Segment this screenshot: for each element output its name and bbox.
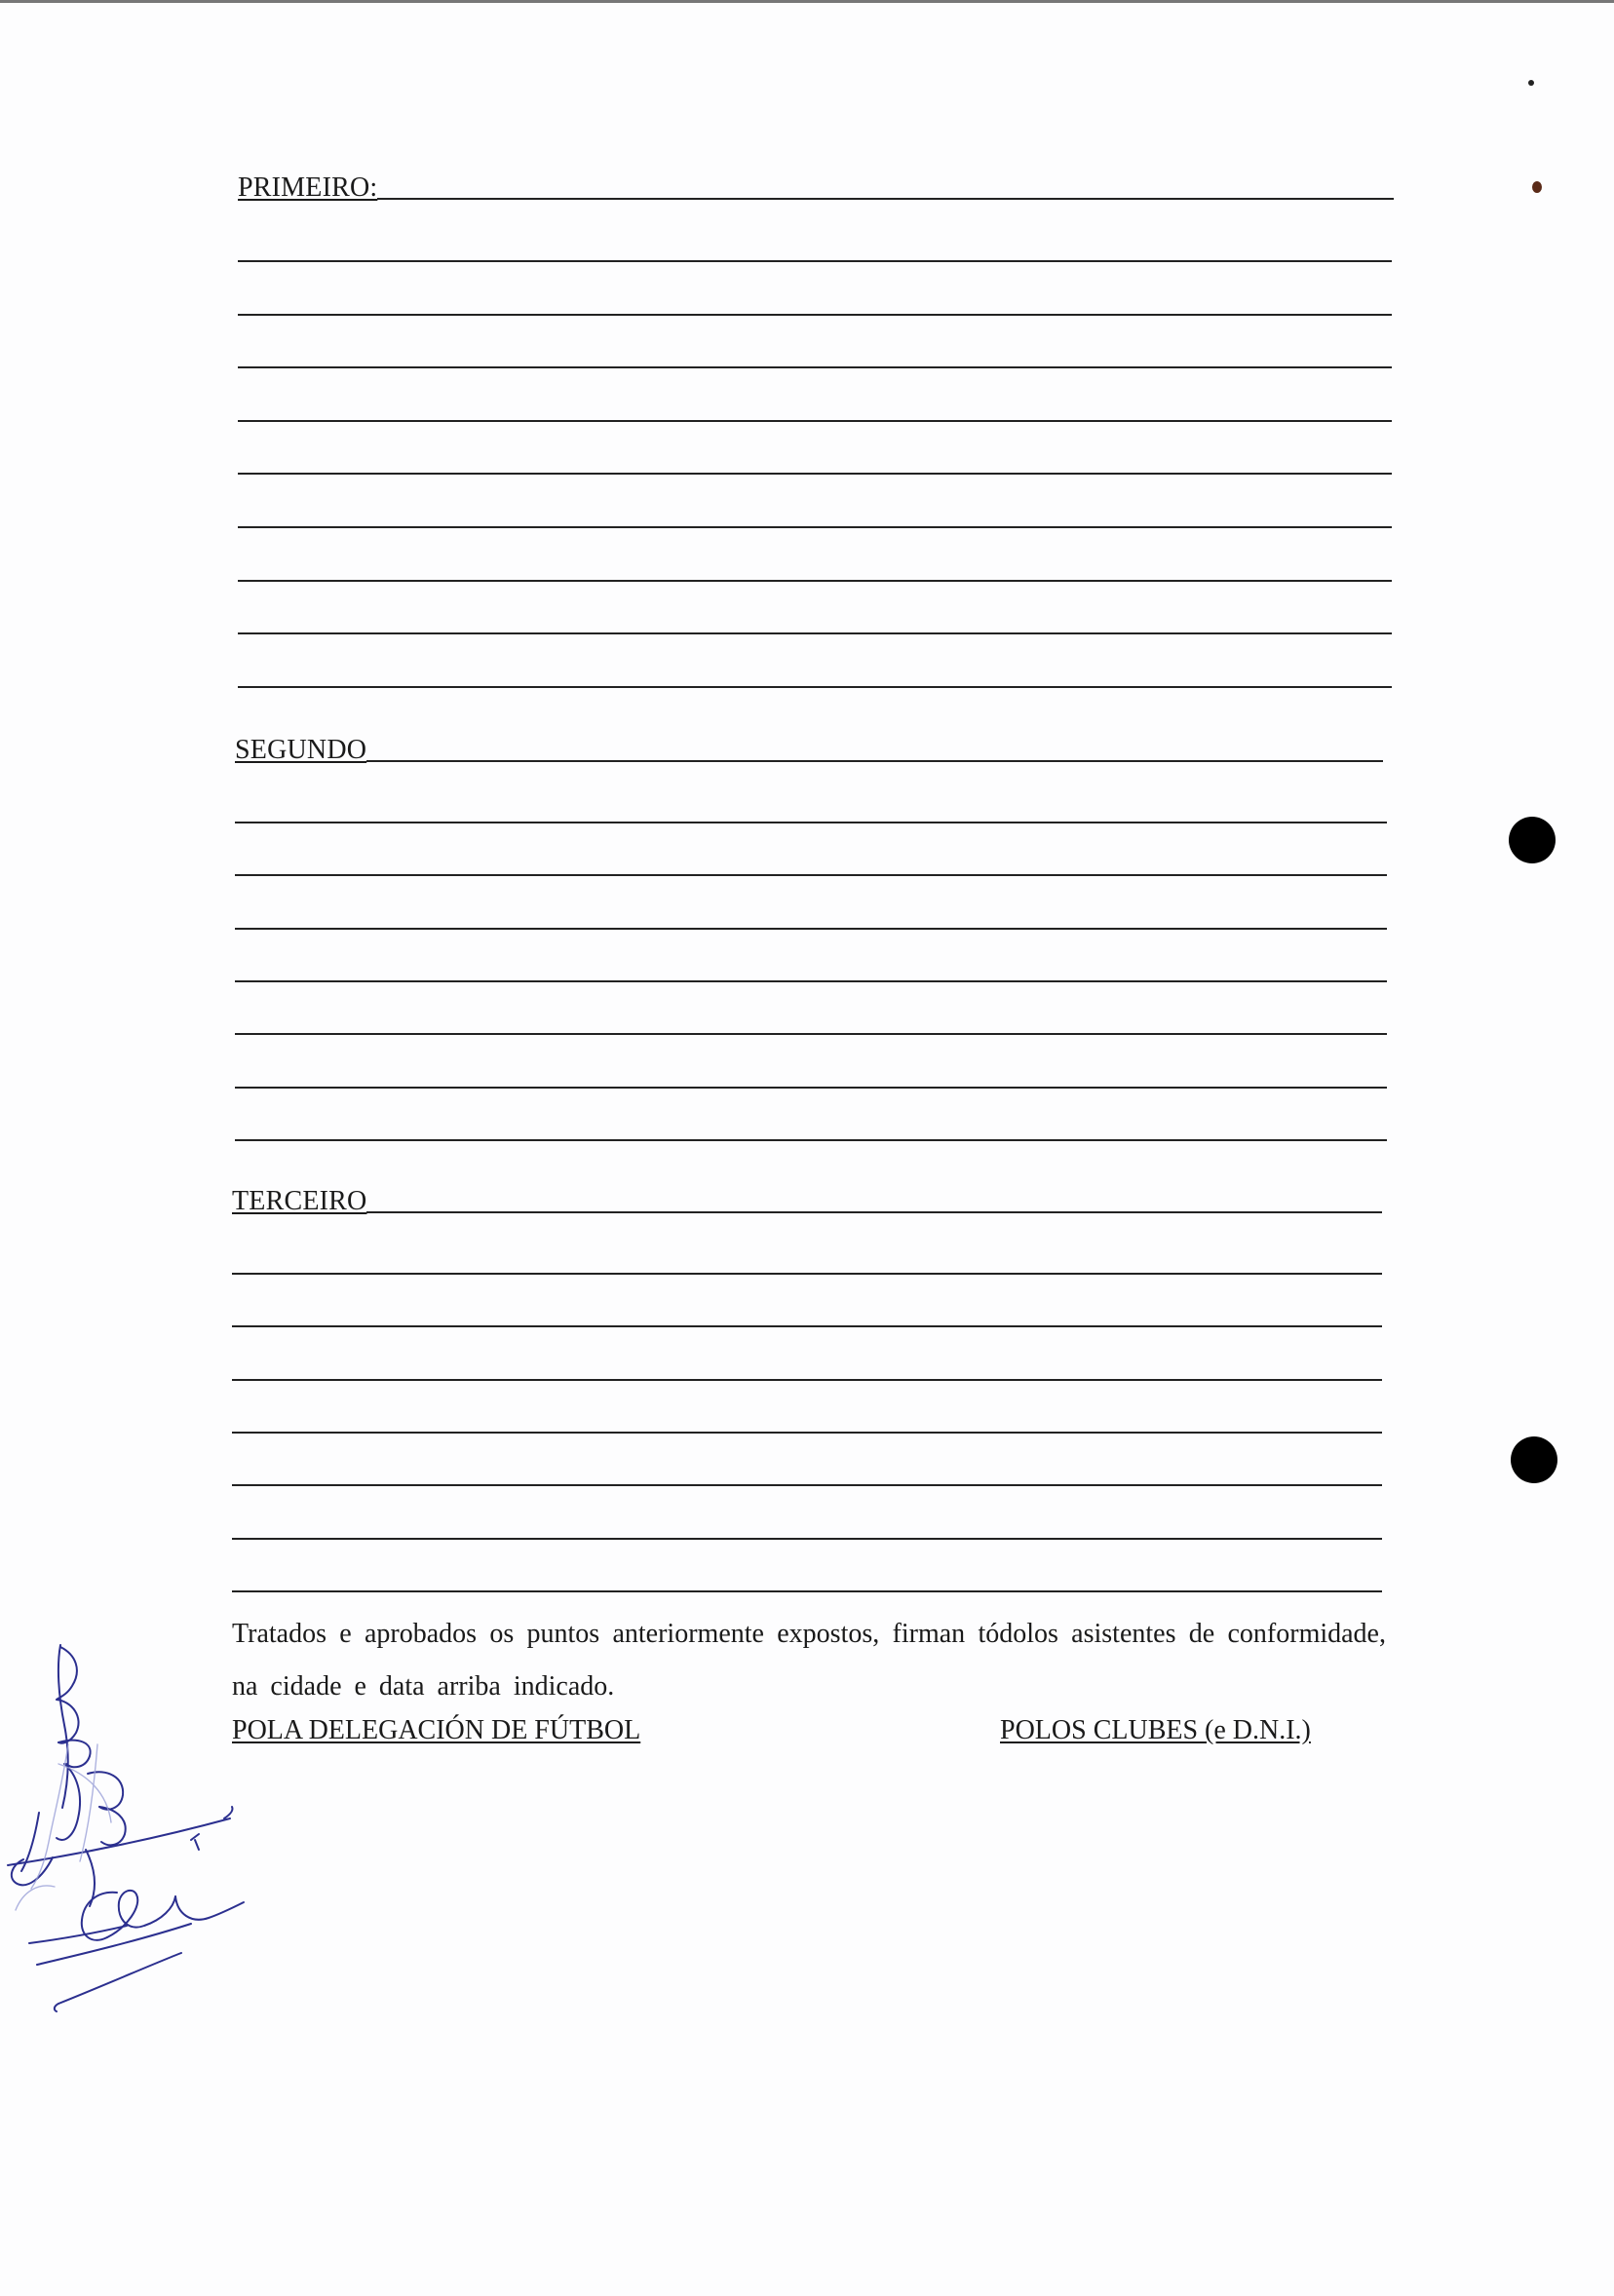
writing-line[interactable] (232, 1590, 1382, 1592)
writing-line[interactable] (235, 1033, 1387, 1035)
clubs-signature-label: POLOS CLUBES (e D.N.I.) (1000, 1715, 1311, 1745)
writing-line[interactable] (235, 1087, 1387, 1089)
handwritten-signature-icon (0, 1627, 253, 2076)
fill-line[interactable] (366, 1211, 1382, 1213)
writing-line[interactable] (238, 686, 1392, 688)
writing-line[interactable] (238, 580, 1392, 582)
paper-speck (1528, 80, 1534, 86)
writing-line[interactable] (235, 822, 1387, 823)
writing-line[interactable] (238, 260, 1392, 262)
page-top-edge (0, 0, 1614, 3)
writing-line[interactable] (235, 980, 1387, 982)
section-heading-label: TERCEIRO (232, 1186, 367, 1216)
punch-hole (1511, 1436, 1557, 1483)
writing-line[interactable] (238, 526, 1392, 528)
writing-line[interactable] (232, 1379, 1382, 1381)
fill-line[interactable] (377, 198, 1394, 200)
fill-line[interactable] (366, 760, 1383, 762)
writing-line[interactable] (238, 420, 1392, 422)
section-heading-label: SEGUNDO (235, 735, 367, 765)
writing-line[interactable] (235, 874, 1387, 876)
writing-line[interactable] (235, 1139, 1387, 1141)
closing-paragraph (232, 1608, 1386, 1713)
writing-line[interactable] (232, 1484, 1382, 1486)
paper-speck (1532, 181, 1542, 193)
writing-line[interactable] (232, 1432, 1382, 1434)
writing-line[interactable] (238, 473, 1392, 475)
writing-line[interactable] (238, 314, 1392, 316)
writing-line[interactable] (235, 928, 1387, 930)
section-terceiro-heading (232, 1187, 1382, 1216)
delegation-signature-label: POLA DELEGACIÓN DE FÚTBOL (232, 1715, 641, 1745)
writing-line[interactable] (238, 632, 1392, 634)
writing-line[interactable] (238, 366, 1392, 368)
writing-line[interactable] (232, 1325, 1382, 1327)
writing-line[interactable] (232, 1538, 1382, 1540)
punch-hole (1509, 817, 1556, 863)
section-segundo-heading (235, 736, 1383, 765)
section-primeiro-heading (238, 173, 1394, 203)
closing-text: Tratados e aprobados os puntos anteriormente expostos, firman tódolos asistentes de conformidade, na cidade e data arriba indicado. (232, 1619, 1386, 1702)
writing-line[interactable] (232, 1273, 1382, 1275)
section-heading-label: PRIMEIRO: (238, 172, 378, 203)
